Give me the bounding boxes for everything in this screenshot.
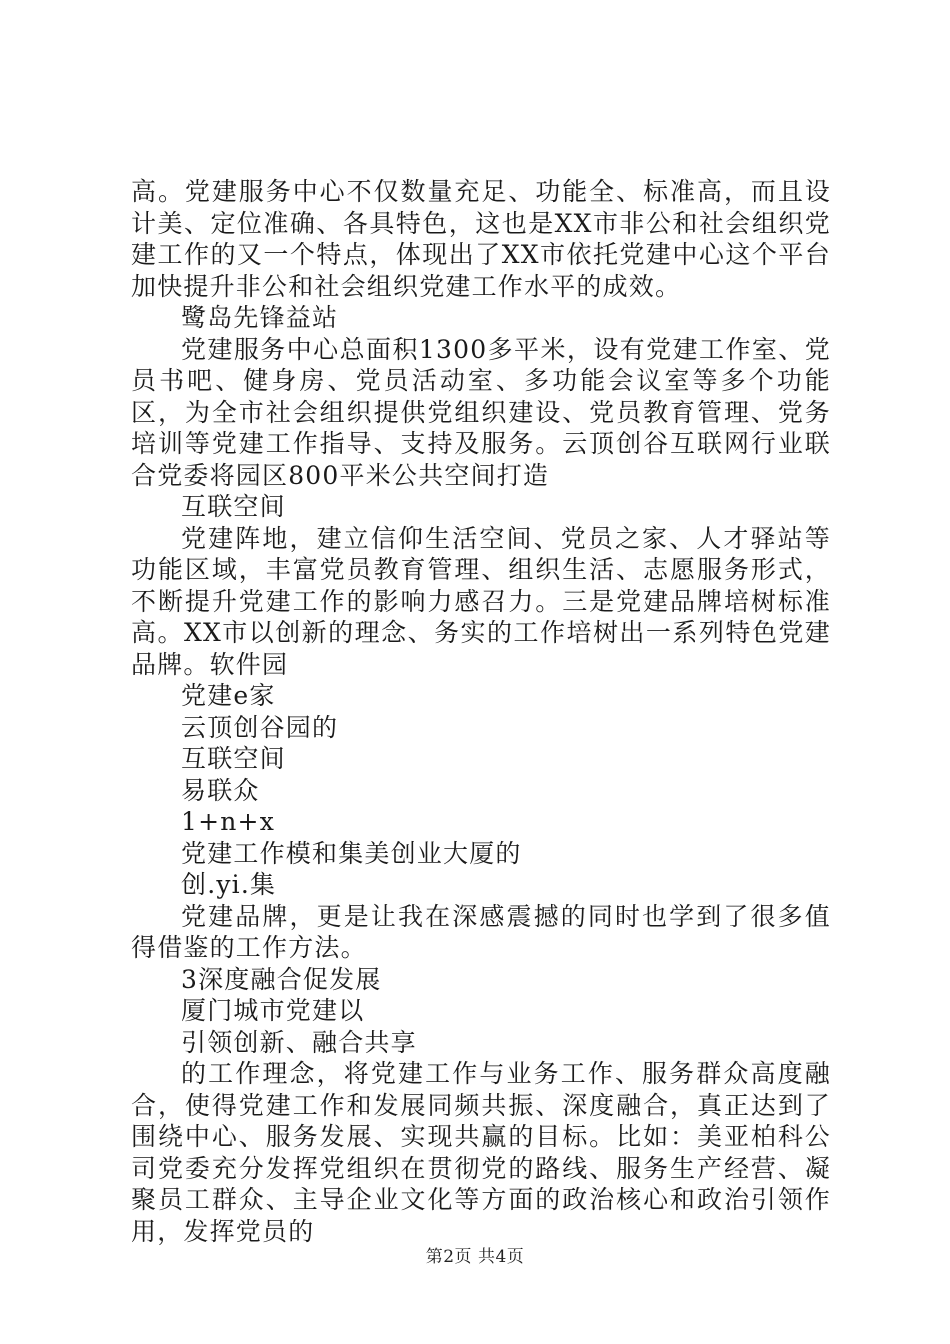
- paragraph: 高。党建服务中心不仅数量充足、功能全、标准高，而且设计美、定位准确、各具特色，这也是XX市非公和社会组织党建工作的又一个特点，体现出了XX市依托党建中心这个平台加快提升非公和社会组织党建工作水平的成效。: [131, 177, 831, 301]
- document-body: [131, 176, 831, 1247]
- paragraph-line: 引领创新、融合共享: [181, 1027, 417, 1057]
- paragraph-line: 党建e家: [181, 681, 276, 710]
- paragraph-line: 易联众: [181, 775, 260, 805]
- paragraph-line: 创.yi.集: [181, 870, 277, 899]
- paragraph-line: 云顶创谷园的: [181, 712, 339, 742]
- paragraph-line: 厦门城市党建以: [181, 996, 365, 1025]
- page-number: 第2页 共4页: [425, 1247, 525, 1267]
- paragraph: 党建阵地，建立信仰生活空间、党员之家、人才驿站等功能区域，丰富党员教育管理、组织生活、志愿服务形式，不断提升党建工作的影响力感召力。三是党建品牌培树标准高。XX市以创新的理念、务实的工作培树出一系列特色党建品牌。软件园: [131, 523, 831, 679]
- page-footer: [0, 1242, 950, 1267]
- paragraph: 党建品牌，更是让我在深感震撼的同时也学到了很多值得借鉴的工作方法。: [131, 901, 831, 962]
- paragraph-heading: 鹭岛先锋益站: [181, 303, 339, 332]
- section-heading: 3深度融合促发展: [181, 964, 382, 994]
- paragraph-heading: 互联空间: [181, 492, 286, 521]
- paragraph: 的工作理念，将党建工作与业务工作、服务群众高度融合，使得党建工作和发展同频共振、深度融合，真正达到了围绕中心、服务发展、实现共赢的目标。比如：美亚柏科公司党委充分发挥党组织在贯彻党的路线、服务生产经营、凝聚员工群众、主导企业文化等方面的政治核心和政治引领作用，发挥党员的: [131, 1059, 831, 1246]
- paragraph-line: 党建工作模和集美创业大厦的: [181, 838, 522, 868]
- paragraph-line: 1+n+x: [181, 807, 276, 836]
- paragraph-line: 互联空间: [181, 744, 286, 773]
- paragraph: 党建服务中心总面积1300多平米，设有党建工作室、党员书吧、健身房、党员活动室、多功能会议室等多个功能区，为全市社会组织提供党组织建设、党员教育管理、党务培训等党建工作指导、支持及服务。云顶创谷互联网行业联合党委将园区800平米公共空间打造: [131, 334, 831, 490]
